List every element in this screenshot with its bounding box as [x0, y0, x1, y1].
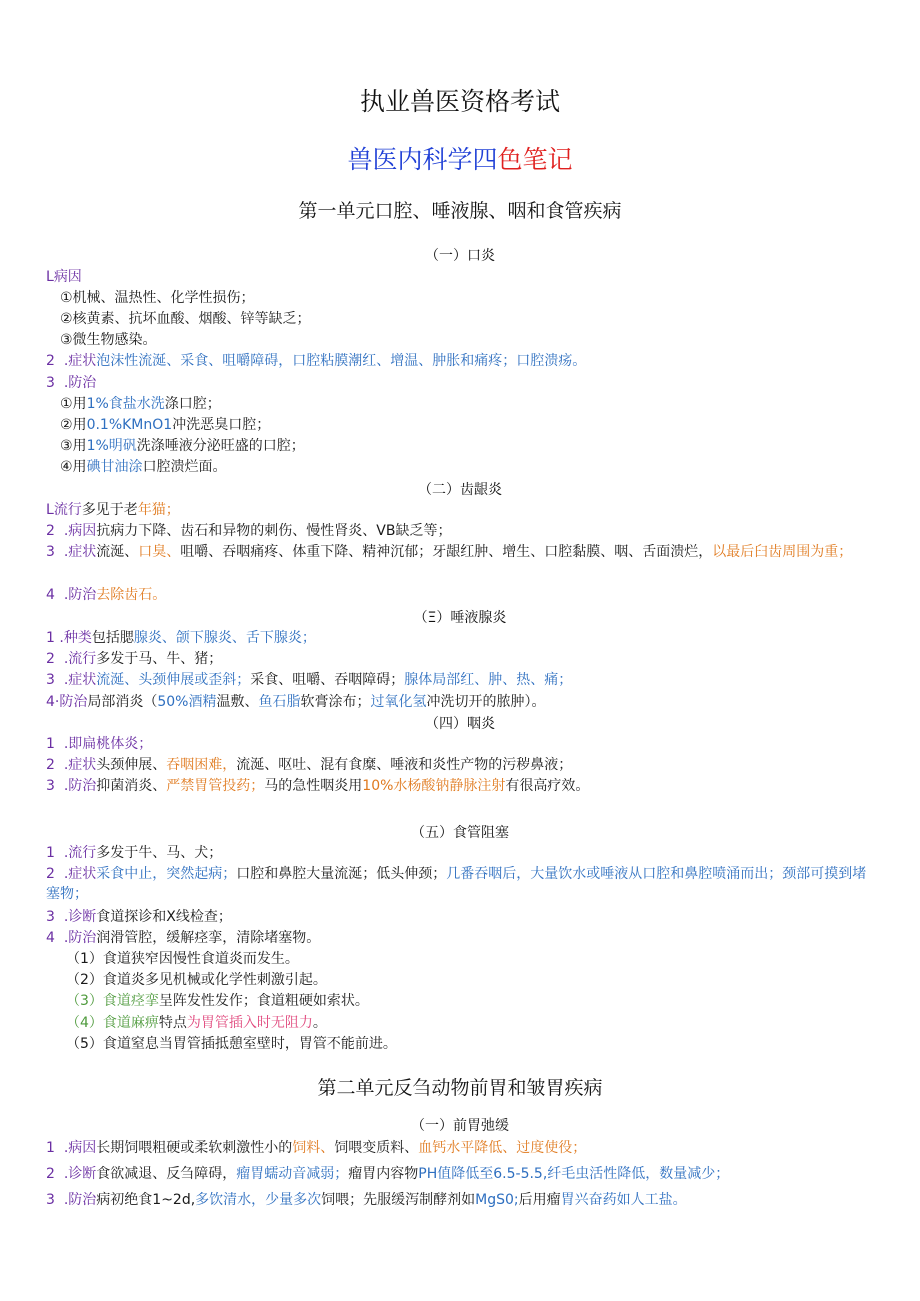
unit2-title: 第二单元反刍动物前胃和皱胃疾病 — [317, 1077, 603, 1099]
s5-p5: （5）食道窒息当胃管插抵憩室壁时，胃管不能前进。 — [66, 1036, 397, 1052]
s4-title: （四）咽炎 — [425, 716, 495, 732]
s1-line3a: ①用1%食盐水洗涤口腔； — [60, 396, 221, 412]
s2-title: （二）齿龈炎 — [418, 482, 502, 498]
s5-line3: 3 .诊断食道探诊和X线检查； — [46, 909, 232, 925]
s5-line2: 2 .症状采食中止，突然起病；口腔和鼻腔大量流涎；低头伸颈；几番吞咽后，大量饮水或唾液从口腔和鼻腔喷涌而出；颈部可摸到堵塞物； — [46, 866, 867, 902]
u2-s1-line2: 2 .诊断食欲减退、反刍障碍，瘤胃蠕动音减弱；瘤胃内容物PH值降低至6.5-5.5,纤毛虫活性降低，数量减少； — [46, 1166, 730, 1182]
s1-line3: 3 .防治 — [46, 375, 97, 391]
s5-p2: （2）食道炎多见机械或化学性刺激引起。 — [66, 972, 327, 988]
s4-line3: 3 .防治抑菌消炎、严禁胃管投药；马的急性咽炎用10%水杨酸钠静脉注射有很高疗效。 — [46, 778, 590, 794]
s2-line4: 4 .防治去除齿石。 — [46, 587, 167, 603]
s3-line4: 4·防治局部消炎（50%酒精温敷、鱼石脂软膏涂布；过氧化氢冲洗切开的脓肿）。 — [46, 694, 546, 710]
s1-line2: 2 .症状泡沫性流涎、采食、咀嚼障碍，口腔粘膜潮红、增温、肿胀和痛疼；口腔溃疡。 — [46, 353, 587, 369]
s4-line1: 1 .即扁桃体炎； — [46, 736, 153, 752]
u2-s1-line1: 1 .病因长期饲喂粗硬或柔软刺激性小的饲料、饲喂变质料、血钙水平降低、过度使役； — [46, 1140, 587, 1156]
s1-line3c: ③用1%明矾洗涤唾液分泌旺盛的口腔； — [60, 438, 305, 454]
s1-line1: L病因 — [46, 269, 82, 285]
unit1-title: 第一单元口腔、唾液腺、咽和食管疾病 — [298, 200, 622, 222]
u2-s1-line3: 3 .防治病初绝食1~2d,多饮清水，少量多次饲喂；先服缓泻制酵剂如MgS0;后用瘤胃兴奋药如人工盐。 — [46, 1192, 687, 1208]
s1-line1c: ③微生物感染。 — [60, 332, 157, 348]
s3-line3: 3 .症状流涎、头颈伸展或歪斜；采食、咀嚼、吞咽障碍；腺体局部红、肿、热、痛； — [46, 672, 573, 688]
s1-line1b: ②核黄素、抗坏血酸、烟酸、锌等缺乏； — [60, 311, 311, 327]
s3-line1: 1 .种类包括腮腺炎、颌下腺炎、舌下腺炎； — [46, 630, 316, 646]
u2-s1-title: （一）前胃弛缓 — [411, 1118, 509, 1134]
s2-line2: 2 .病因抗病力下降、齿石和异物的刺伤、慢性肾炎、VB缺乏等； — [46, 523, 452, 539]
s3-title: （Ξ）唾液腺炎 — [413, 610, 507, 626]
s5-p1: （1）食道狭窄因慢性食道炎而发生。 — [66, 951, 299, 967]
s5-p4: （4）食道麻痹特点为胃管插入时无阻力。 — [66, 1015, 327, 1031]
s5-line4: 4 .防治润滑管腔，缓解痉挛，清除堵塞物。 — [46, 930, 321, 946]
s5-p3: （3）食道痉挛呈阵发性发作；食道粗硬如索状。 — [66, 993, 369, 1009]
document-subtitle — [0, 140, 920, 176]
s1-title: （一）口炎 — [425, 248, 495, 264]
s3-line2: 2 .流行多发于马、牛、猪； — [46, 651, 223, 667]
s1-line3d: ④用碘甘油涂口腔溃烂面。 — [60, 459, 227, 475]
subtitle-part2: 色笔记 — [497, 145, 573, 174]
s2-line1: L流行多见于老年猫； — [46, 502, 180, 518]
s2-line3: 3 .症状流涎、口臭、咀嚼、吞咽痛疼、体重下降、精神沉郁；牙龈红肿、增生、口腔黏膜、咽、舌面溃烂，以最后臼齿周围为重； — [46, 544, 853, 560]
s5-title: （五）食管阻塞 — [411, 825, 509, 841]
s5-line1: 1 .流行多发于牛、马、犬； — [46, 845, 223, 861]
subtitle-part1: 兽医内科学四 — [347, 145, 498, 174]
s4-line2: 2 .症状头颈伸展、吞咽困难，流涎、呕吐、混有食糜、唾液和炎性产物的污秽鼻液； — [46, 757, 573, 773]
document-title: 执业兽医资格考试 — [359, 87, 560, 116]
s1-line3b: ②用0.1%KMnO1冲洗恶臭口腔； — [60, 417, 271, 433]
s1-line1a: ①机械、温热性、化学性损伤； — [60, 290, 255, 306]
